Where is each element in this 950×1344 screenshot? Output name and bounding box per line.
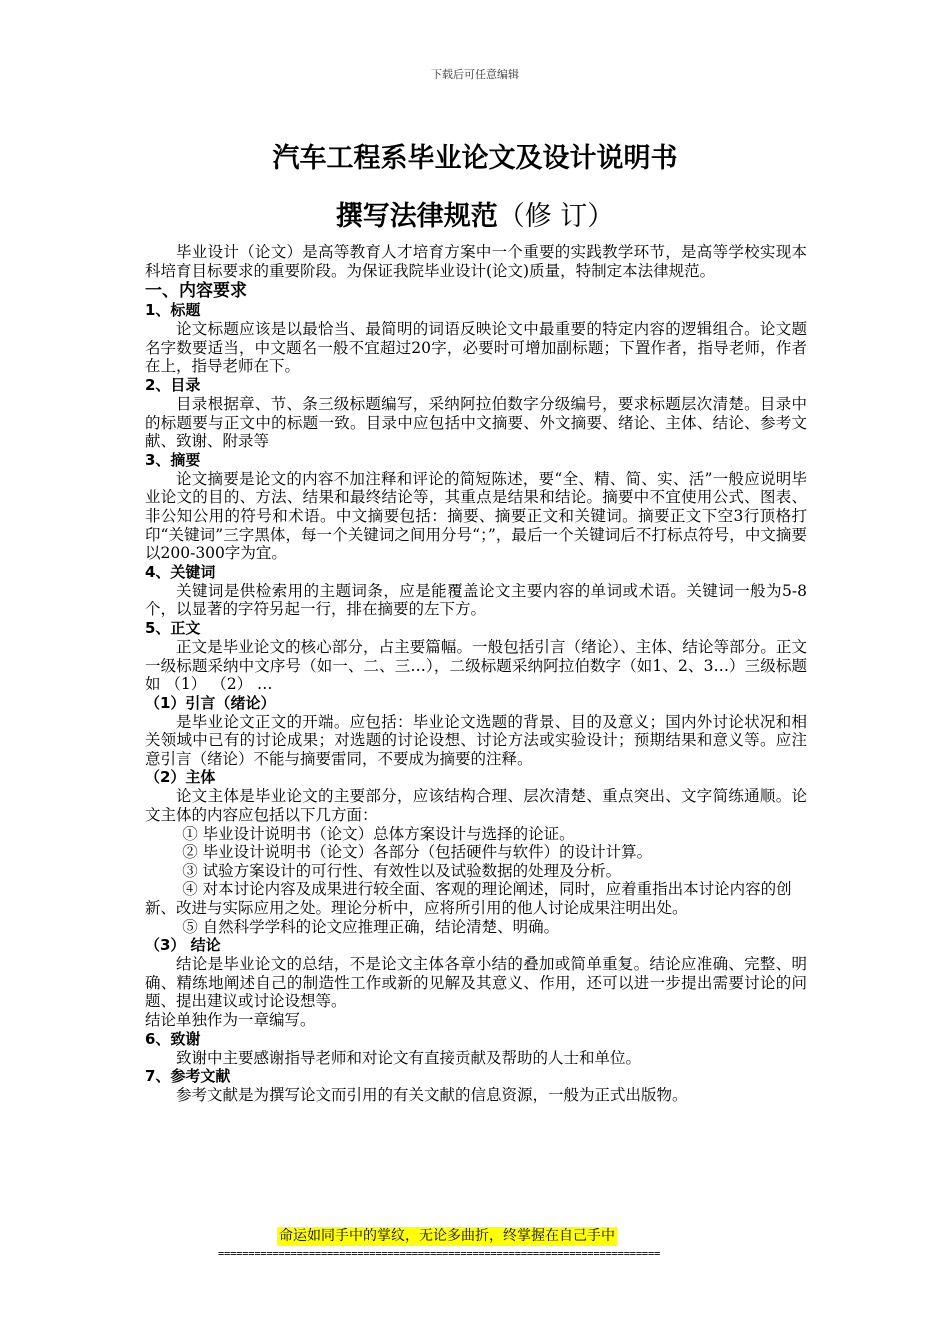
heading-keywords: 4、关键词 [145,562,216,581]
paragraph-abstract: 论文摘要是论文的内容不加注释和评论的简短陈述，要“全、精、简、实、活”一般应说明毕业论文的目的、方法、结果和最终结论等，其重点是结果和结论。摘要中不宜使用公式、图表、非公知公用的符号和术语。中文摘要包括：摘要、摘要正文和关键词。摘要正文下空3行顶格打印“关键词”三字黑体，每一个关键词之间用分号“；”，最后一个关键词后不打标点符号，中文摘要以200-300字为宜。 [145,469,807,563]
paragraph-acknowledgements: 致谢中主要感谢指导老师和对论文有直接贡献及帮助的人士和单位。 [176,1048,642,1067]
paragraph-body: 正文是毕业论文的核心部分，占主要篇幅。一般包括引言（绪论）、主体、结论等部分。正文一级标题采纳中文序号（如一、二、三…），二级标题采纳阿拉伯数字（如1、2、3…）三级标题如 （1） （2） … [145,637,807,694]
document-body [145,243,807,1105]
paragraph-toc: 目录根据章、节、条三级标题编写，采纳阿拉伯数字分级编号，要求标题层次清楚。目录中的标题要与正文中的标题一致。目录中应包括中文摘要、外文摘要、绪论、主体、结论、参考文献、致谢、附录等 [145,394,807,451]
list-item: ③ 试验方案设计的可行性、有效性以及试验数据的处理及分析。 [182,861,622,880]
paragraph-title: 论文标题应该是以最恰当、最简明的词语反映论文中最重要的特定内容的逻辑组合。论文题名字数要适当，中文题名一般不宜超过20字，必要时可增加副标题；下置作者，指导老师，作者在上，指导老师在下。 [145,320,807,376]
heading-references: 7、参考文献 [145,1067,231,1086]
list-item: ④ 对本讨论内容及成果进行较全面、客观的理论阐述，同时，应着重指出本讨论内容的创新、改进与实际应用之处。理论分析中，应将所引用的他人讨论成果注明出处。 [145,880,792,918]
document-title-line2 [0,194,950,233]
paragraph-conclusion: 结论是毕业论文的总结，不是论文主体各章小结的叠加或简单重复。结论应准确、完整、明确、精练地阐述自己的制造性工作或新的见解及其意义、作用，还可以进一步提出需要讨论的问题、提出建议或讨论设想等。 [145,955,807,1011]
heading-abstract: 3、摘要 [145,450,201,469]
list-item: ① 毕业设计说明书（论文）总体方案设计与选择的论证。 [182,824,575,843]
paragraph-references: 参考文献是为撰写论文而引用的有关文献的信息资源，一般为正式出版物。 [176,1086,688,1105]
footer-divider: ========================================================================= [218,1248,661,1260]
paragraph-main-body: 论文主体是毕业论文的主要部分，应该结构合理、层次清楚、重点突出、文字简练通顺。论文主体的内容应包括以下几方面： [145,787,807,825]
section-heading-content-requirements: 一、内容要求 [145,281,247,302]
heading-title: 1、标题 [145,301,201,320]
paragraph-conclusion-note: 结论单独作为一章编写。 [145,1011,316,1029]
title-main: 撰写法律规范 [335,201,498,232]
paragraph-introduction: 是毕业论文正文的开端。应包括：毕业论文选题的背景、目的及意义；国内外讨论状况和相关领域中已有的讨论成果；对选题的讨论设想、讨论方法或实验设计；预期结果和意义等。应注意引言（绪论）不能与摘要雷同，不要成为摘要的注释。 [145,712,807,768]
subheading-introduction: （1）引言（绪论） [145,693,276,712]
heading-toc: 2、目录 [145,375,201,394]
document-title-line1: 汽车工程系毕业论文及设计说明书 [272,143,678,174]
intro-paragraph: 毕业设计（论文）是高等教育人才培育方案中一个重要的实践教学环节，是高等学校实现本科培育目标要求的重要阶段。为保证我院毕业设计(论文)质量，特制定本法律规范。 [145,243,807,280]
paragraph-keywords: 关键词是供检索用的主题词条，应是能覆盖论文主要内容的单词或术语。关键词一般为5-8个，以显著的字符另起一行，排在摘要的左下方。 [145,581,807,619]
list-item: ⑤ 自然科学学科的论文应推理正确，结论清楚、明确。 [182,917,560,936]
subheading-conclusion: （3） 结论 [145,936,221,955]
header-note: 下载后可任意编辑 [431,68,519,81]
heading-acknowledgements: 6、致谢 [145,1029,201,1048]
heading-body: 5、正文 [145,618,201,637]
list-item: ② 毕业设计说明书（论文）各部分（包括硬件与软件）的设计计算。 [182,843,653,862]
title-revision-note: （修 订） [497,201,615,232]
footer-motto: 命运如同手中的掌纹，无论多曲折，终掌握在自己手中 [279,1228,615,1244]
subheading-main-body: （2）主体 [145,768,216,787]
